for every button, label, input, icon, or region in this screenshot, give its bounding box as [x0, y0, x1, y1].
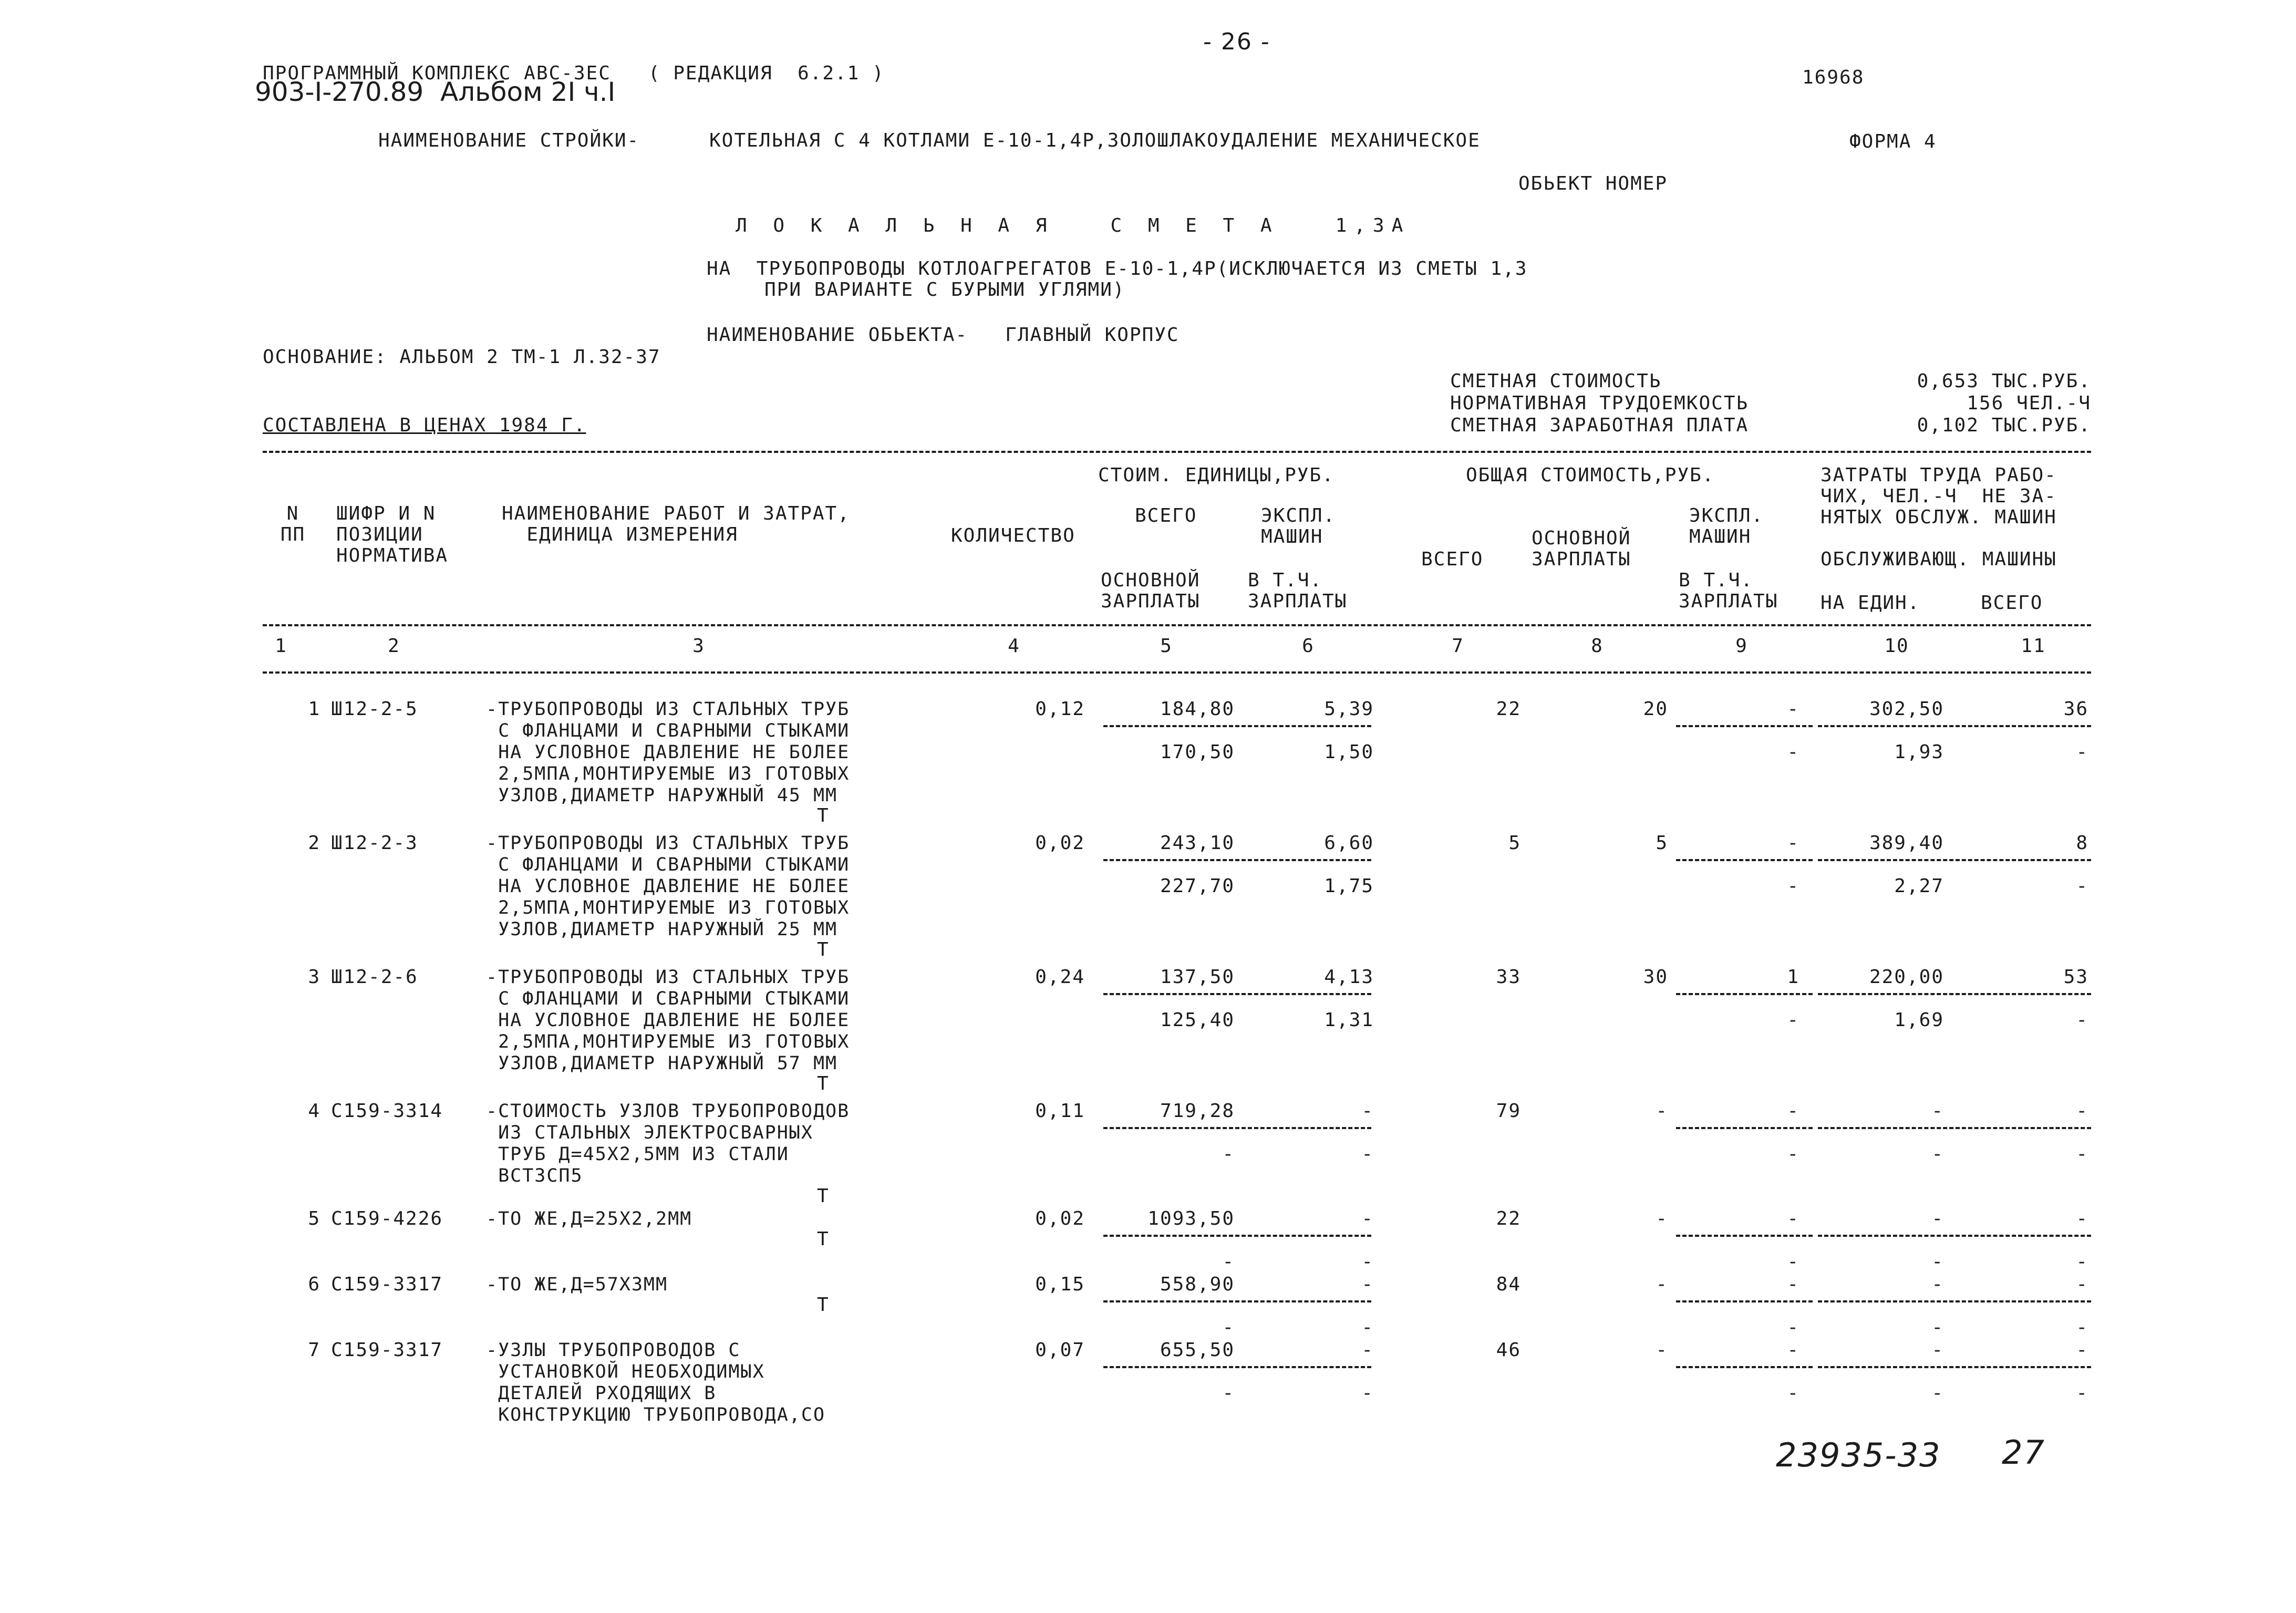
row-service-total: -: [2076, 875, 2088, 897]
footer-page: 27: [2002, 1433, 2045, 1472]
header-mid-rule: [263, 624, 2091, 626]
row-expl-separator: [1676, 1235, 1813, 1237]
row-labor-unit: -: [1931, 1339, 1944, 1361]
row-description: -ТРУБОПРОВОДЫ ИЗ СТАЛЬНЫХ ТРУБ С ФЛАНЦАМИ И СВАРНЫМИ СТЫКАМИ НА УСЛОВНОЕ ДАВЛЕНИЕ НЕ БОЛЕЕ 2,5МПА,МОНТИРУЕМЫЕ ИЗ ГОТОВЫХ УЗЛОВ,ДИАМЕТР НАРУЖНЫЙ 25 ММ: [486, 833, 850, 940]
row-number: 7: [308, 1339, 320, 1361]
row-total-basic: -: [1656, 1208, 1668, 1229]
row-description: -ТРУБОПРОВОДЫ ИЗ СТАЛЬНЫХ ТРУБ С ФЛАНЦАМИ И СВАРНЫМИ СТЫКАМИ НА УСЛОВНОЕ ДАВЛЕНИЕ НЕ БОЛЕЕ 2,5МПА,МОНТИРУЕМЫЕ ИЗ ГОТОВЫХ УЗЛОВ,ДИАМЕТР НАРУЖНЫЙ 45 ММ: [486, 699, 850, 806]
row-service-unit: 1,69: [1894, 1009, 1944, 1031]
row-total-incl: -: [1787, 1143, 1799, 1165]
row-qty: 0,15: [1035, 1274, 1085, 1295]
row-total-incl: -: [1787, 1009, 1799, 1031]
estimate-title: Л О К А Л Ь Н А Я С М Е Т А 1,3А: [736, 215, 1411, 236]
summary-label-0: СМЕТНАЯ СТОИМОСТЬ: [1450, 370, 1662, 392]
row-total-expl: -: [1787, 1339, 1799, 1361]
row-total-expl: -: [1787, 1208, 1799, 1229]
row-description: -ТО ЖЕ,Д=57Х3ММ: [486, 1274, 668, 1295]
row-unit-total: 558,90: [1160, 1274, 1235, 1295]
prices-line: СОСТАВЛЕНА В ЦЕНАХ 1984 Г.: [263, 415, 586, 436]
header-col-n: N ПП: [280, 503, 306, 545]
page-number: - 26 -: [1203, 28, 1270, 55]
row-unit-expl: 6,60: [1324, 832, 1374, 854]
row-code: С159-3314: [331, 1100, 443, 1122]
row-labor-unit: -: [1931, 1274, 1944, 1295]
row-unit-expl: 4,13: [1324, 966, 1374, 988]
row-service-unit: 2,27: [1894, 875, 1944, 897]
row-unit-expl: -: [1361, 1100, 1374, 1122]
row-unit-basic: -: [1222, 1382, 1235, 1404]
row-qty: 0,24: [1035, 966, 1085, 988]
row-service-unit: -: [1931, 1251, 1944, 1273]
row-service-unit: -: [1931, 1317, 1944, 1338]
form-label: ФОРМА 4: [1849, 131, 1937, 152]
row-total-expl: -: [1787, 698, 1799, 720]
row-number: 6: [308, 1274, 320, 1295]
header-total-all: ВСЕГО: [1421, 549, 1484, 570]
row-unit-incl: -: [1361, 1317, 1374, 1338]
row-total-all: 33: [1496, 966, 1521, 988]
row-qty: 0,02: [1035, 832, 1085, 854]
estimate-subject-1: НА ТРУБОПРОВОДЫ КОТЛОАГРЕГАТОВ Е-10-1,4Р(ИСКЛЮЧАЕТСЯ ИЗ СМЕТЫ 1,3: [707, 258, 1528, 280]
row-expl-separator: [1676, 1127, 1813, 1129]
row-unit-separator: [1103, 1366, 1371, 1368]
row-service-total: -: [2076, 741, 2088, 763]
col-number-7: 7: [1452, 635, 1464, 657]
row-expl-separator: [1676, 1366, 1813, 1368]
row-unit-separator: [1103, 1127, 1371, 1129]
row-labor-separator: [1818, 1300, 2091, 1302]
doc-id: 16968: [1802, 67, 1865, 88]
row-labor-total: -: [2076, 1274, 2088, 1295]
row-service-unit: -: [1931, 1143, 1944, 1165]
header-unit-cost: СТОИМ. ЕДИНИЦЫ,РУБ.: [1098, 464, 1335, 486]
row-unit-total: 655,50: [1160, 1339, 1235, 1361]
row-labor-separator: [1818, 859, 2091, 861]
row-labor-unit: -: [1931, 1100, 1944, 1122]
basis-line: ОСНОВАНИЕ: АЛЬБОМ 2 ТМ-1 Л.32-37: [263, 346, 661, 368]
row-labor-total: -: [2076, 1100, 2088, 1122]
row-qty: 0,07: [1035, 1339, 1085, 1361]
row-unit-basic: -: [1222, 1317, 1235, 1338]
row-labor-total: 53: [2063, 966, 2088, 988]
row-qty: 0,12: [1035, 698, 1085, 720]
col-number-1: 1: [275, 635, 287, 657]
row-unit: Т: [817, 1073, 830, 1094]
header-total-cost: ОБЩАЯ СТОИМОСТЬ,РУБ.: [1466, 464, 1715, 486]
construction-label: НАИМЕНОВАНИЕ СТРОЙКИ-: [378, 130, 640, 151]
row-description: -УЗЛЫ ТРУБОПРОВОДОВ С УСТАНОВКОЙ НЕОБХОДИМЫХ ДЕТАЛЕЙ РХОДЯЩИХ В КОНСТРУКЦИЮ ТРУБОПРОВОДА,СО: [486, 1340, 826, 1425]
row-unit-incl: 1,31: [1324, 1009, 1374, 1031]
row-unit-incl: 1,75: [1324, 875, 1374, 897]
row-labor-separator: [1818, 993, 2091, 995]
row-labor-total: 36: [2063, 698, 2088, 720]
row-labor-total: -: [2076, 1208, 2088, 1229]
row-service-total: -: [2076, 1382, 2088, 1404]
estimate-subject-2: ПРИ ВАРИАНТЕ С БУРЫМИ УГЛЯМИ): [764, 279, 1125, 301]
header-unit-basic: ОСНОВНОЙ ЗАРПЛАТЫ: [1101, 570, 1201, 612]
summary-label-1: НОРМАТИВНАЯ ТРУДОЕМКОСТЬ: [1450, 392, 1749, 414]
row-total-expl: -: [1787, 1100, 1799, 1122]
col-number-5: 5: [1160, 635, 1173, 657]
row-unit-total: 137,50: [1160, 966, 1235, 988]
row-code: Ш12-2-5: [331, 698, 418, 720]
row-unit: Т: [817, 1228, 830, 1250]
summary-value-1: 156 ЧЕЛ.-Ч: [1967, 392, 2091, 414]
row-expl-separator: [1676, 725, 1813, 727]
row-code: С159-4226: [331, 1208, 443, 1229]
row-unit-total: 719,28: [1160, 1100, 1235, 1122]
row-qty: 0,11: [1035, 1100, 1085, 1122]
row-labor-unit: 220,00: [1869, 966, 1944, 988]
header-col-code: ШИФР И N ПОЗИЦИИ НОРМАТИВА: [336, 503, 449, 566]
row-total-all: 84: [1496, 1274, 1521, 1295]
row-total-basic: 5: [1656, 832, 1668, 854]
header-labor: ЗАТРАТЫ ТРУДА РАБО- ЧИХ, ЧЕЛ.-Ч НЕ ЗА- НЯТЫХ ОБСЛУЖ. МАШИН: [1821, 464, 2057, 528]
header-col-qty: КОЛИЧЕСТВО: [951, 525, 1075, 546]
row-description: -ТРУБОПРОВОДЫ ИЗ СТАЛЬНЫХ ТРУБ С ФЛАНЦАМИ И СВАРНЫМИ СТЫКАМИ НА УСЛОВНОЕ ДАВЛЕНИЕ НЕ БОЛЕЕ 2,5МПА,МОНТИРУЕМЫЕ ИЗ ГОТОВЫХ УЗЛОВ,ДИАМЕТР НАРУЖНЫЙ 57 ММ: [486, 967, 850, 1074]
row-number: 1: [308, 698, 320, 720]
row-service-total: -: [2076, 1143, 2088, 1165]
row-total-basic: 20: [1643, 698, 1668, 720]
col-number-10: 10: [1884, 635, 1909, 657]
object-number-label: ОБЬЕКТ НОМЕР: [1518, 173, 1668, 194]
col-number-8: 8: [1591, 635, 1604, 657]
album-line: 903-I-270.89 Альбом 2I ч.I: [255, 77, 616, 107]
col-number-11: 11: [2021, 635, 2046, 657]
row-number: 3: [308, 966, 320, 988]
header-labor-total: ВСЕГО: [1981, 592, 2043, 614]
row-unit-expl: -: [1361, 1274, 1374, 1295]
construction-value: КОТЕЛЬНАЯ С 4 КОТЛАМИ Е-10-1,4Р,ЗОЛОШЛАКОУДАЛЕНИЕ МЕХАНИЧЕСКОЕ: [709, 130, 1481, 151]
row-unit-expl: -: [1361, 1208, 1374, 1229]
object-name-line: НАИМЕНОВАНИЕ ОБЬЕКТА- ГЛАВНЫЙ КОРПУС: [707, 324, 1180, 346]
row-unit-separator: [1103, 1300, 1371, 1302]
row-total-basic: -: [1656, 1274, 1668, 1295]
program-line: ПРОГРАММНЫЙ КОМПЛЕКС АВС-3ЕС ( РЕДАКЦИЯ 6.2.1 ): [263, 63, 885, 84]
row-total-expl: -: [1787, 832, 1799, 854]
row-unit-total: 184,80: [1160, 698, 1235, 720]
row-total-incl: -: [1787, 1317, 1799, 1338]
row-qty: 0,02: [1035, 1208, 1085, 1229]
row-total-all: 46: [1496, 1339, 1521, 1361]
row-total-incl: -: [1787, 1382, 1799, 1404]
col-number-4: 4: [1008, 635, 1020, 657]
row-description: -ТО ЖЕ,Д=25Х2,2ММ: [486, 1208, 692, 1229]
row-total-basic: -: [1656, 1100, 1668, 1122]
row-service-total: -: [2076, 1317, 2088, 1338]
row-total-incl: -: [1787, 875, 1799, 897]
summary-value-2: 0,102 ТЫС.РУБ.: [1917, 415, 2091, 436]
col-number-6: 6: [1302, 635, 1315, 657]
summary-label-2: СМЕТНАЯ ЗАРАБОТНАЯ ПЛАТА: [1450, 415, 1749, 436]
row-code: С159-3317: [331, 1274, 443, 1295]
col-number-9: 9: [1735, 635, 1748, 657]
row-unit-basic: -: [1222, 1143, 1235, 1165]
row-unit-basic: 170,50: [1160, 741, 1235, 763]
header-unit-total: ВСЕГО: [1135, 505, 1197, 526]
header-bottom-rule: [263, 671, 2091, 674]
header-col-name: НАИМЕНОВАНИЕ РАБОТ И ЗАТРАТ, ЕДИНИЦА ИЗМЕРЕНИЯ: [502, 503, 850, 545]
row-description: -СТОИМОСТЬ УЗЛОВ ТРУБОПРОВОДОВ ИЗ СТАЛЬНЫХ ЭЛЕКТРОСВАРНЫХ ТРУБ Д=45Х2,5ММ ИЗ СТАЛИ ВСТ3СП5: [486, 1101, 850, 1186]
row-unit-basic: -: [1222, 1251, 1235, 1273]
row-labor-separator: [1818, 1127, 2091, 1129]
row-total-incl: -: [1787, 741, 1799, 763]
row-total-all: 22: [1496, 698, 1521, 720]
header-unit-incl: В Т.Ч. ЗАРПЛАТЫ: [1248, 570, 1348, 612]
row-unit: Т: [817, 805, 830, 826]
row-total-all: 5: [1508, 832, 1521, 854]
row-labor-unit: 302,50: [1869, 698, 1944, 720]
row-unit-separator: [1103, 993, 1371, 995]
row-total-all: 22: [1496, 1208, 1521, 1229]
row-unit: Т: [817, 939, 830, 960]
row-unit-expl: -: [1361, 1339, 1374, 1361]
row-unit-total: 243,10: [1160, 832, 1235, 854]
row-expl-separator: [1676, 993, 1813, 995]
row-code: Ш12-2-6: [331, 966, 418, 988]
col-number-3: 3: [692, 635, 705, 657]
row-unit-incl: -: [1361, 1382, 1374, 1404]
header-labor-service: ОБСЛУЖИВАЮЩ. МАШИНЫ: [1821, 549, 2057, 570]
row-labor-unit: 389,40: [1869, 832, 1944, 854]
row-expl-separator: [1676, 1300, 1813, 1302]
row-unit: Т: [817, 1185, 830, 1207]
row-code: С159-3317: [331, 1339, 443, 1361]
header-top-rule: [263, 451, 2091, 453]
row-unit-incl: -: [1361, 1251, 1374, 1273]
row-total-expl: 1: [1787, 966, 1799, 988]
row-service-total: -: [2076, 1009, 2088, 1031]
row-labor-separator: [1818, 1235, 2091, 1237]
row-expl-separator: [1676, 859, 1813, 861]
header-total-expl: ЭКСПЛ. МАШИН: [1689, 505, 1764, 547]
row-unit-basic: 125,40: [1160, 1009, 1235, 1031]
summary-value-0: 0,653 ТЫС.РУБ.: [1917, 370, 2091, 392]
row-number: 5: [308, 1208, 320, 1229]
row-unit-separator: [1103, 859, 1371, 861]
header-total-incl: В Т.Ч. ЗАРПЛАТЫ: [1679, 570, 1778, 612]
row-number: 4: [308, 1100, 320, 1122]
row-service-unit: 1,93: [1894, 741, 1944, 763]
row-unit-separator: [1103, 725, 1371, 727]
row-number: 2: [308, 832, 320, 854]
row-unit-expl: 5,39: [1324, 698, 1374, 720]
row-unit: Т: [817, 1294, 830, 1316]
row-total-all: 79: [1496, 1100, 1521, 1122]
row-code: Ш12-2-3: [331, 832, 418, 854]
row-unit-total: 1093,50: [1147, 1208, 1235, 1229]
row-service-total: -: [2076, 1251, 2088, 1273]
row-unit-incl: 1,50: [1324, 741, 1374, 763]
row-unit-basic: 227,70: [1160, 875, 1235, 897]
col-number-2: 2: [388, 635, 400, 657]
row-total-basic: -: [1656, 1339, 1668, 1361]
header-total-basic: ОСНОВНОЙ ЗАРПЛАТЫ: [1532, 528, 1631, 570]
row-labor-total: -: [2076, 1339, 2088, 1361]
row-total-basic: 30: [1643, 966, 1668, 988]
row-labor-unit: -: [1931, 1208, 1944, 1229]
row-labor-separator: [1818, 1366, 2091, 1368]
footer-stamp: 23935-33: [1776, 1436, 1941, 1474]
row-labor-separator: [1818, 725, 2091, 727]
header-unit-expl: ЭКСПЛ. МАШИН: [1261, 505, 1336, 547]
header-labor-unit: НА ЕДИН.: [1821, 592, 1920, 614]
row-unit-separator: [1103, 1235, 1371, 1237]
row-unit-incl: -: [1361, 1143, 1374, 1165]
row-total-incl: -: [1787, 1251, 1799, 1273]
row-labor-total: 8: [2076, 832, 2088, 854]
row-service-unit: -: [1931, 1382, 1944, 1404]
row-total-expl: -: [1787, 1274, 1799, 1295]
